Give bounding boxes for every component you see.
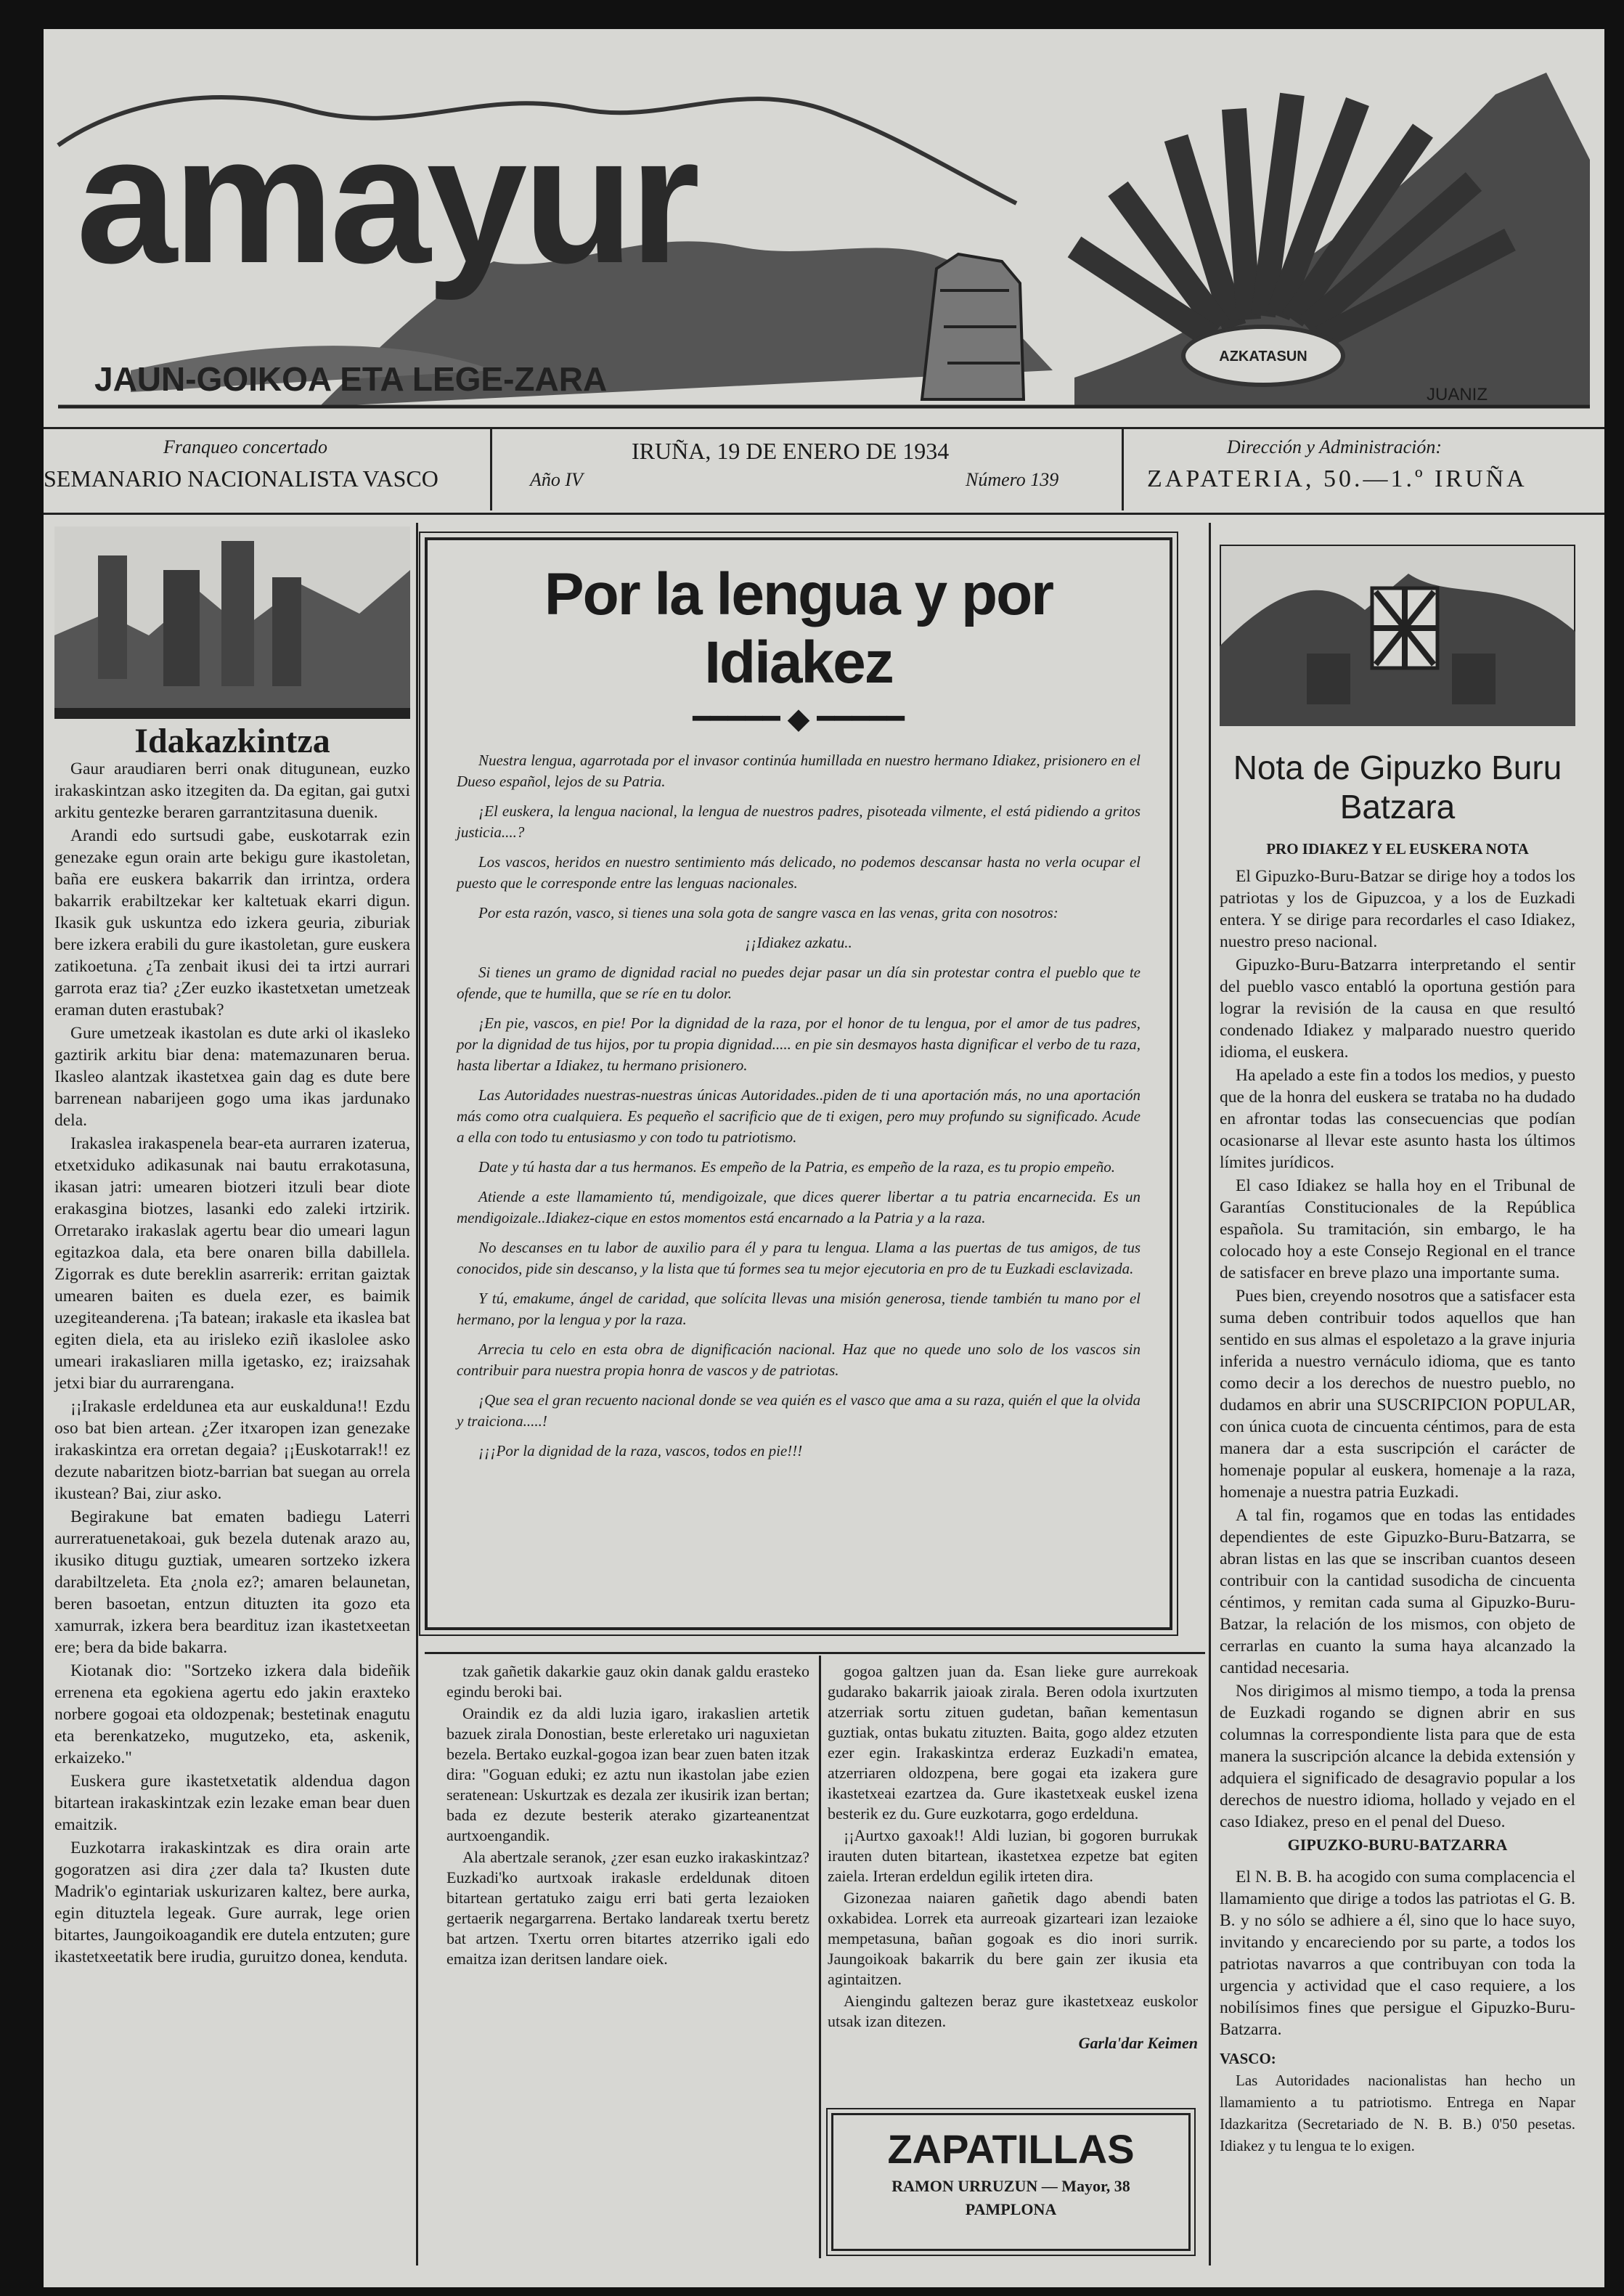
paragraph: No descanses en tu labor de auxilio para él y para tu lengua. Llama a las puertas de tus amigos, de tus conocidos, pide sin descanso, y la lista que tú formes sea tu mejor ejecutoria en pro de tu Euzkadi esclavizada. bbox=[457, 1239, 1141, 1277]
year-number: Año IV bbox=[530, 469, 583, 490]
paragraph: El Gipuzko-Buru-Batzar se dirige hoy a todos los patriotas y los de Gipuzcoa, y a los de Euzkadi entera. Y se dirige para recordarles el caso Idiakez, nuestro preso nacional. bbox=[1220, 867, 1575, 951]
paragraph: ¡¡Aurtxo gaxoak!! Aldi luzian, bi gogoren burrukak irauten duten bitartean, ikastetxea ezpetze bat egiten zaiela. Irteran erdeldun egilik irteten dira. bbox=[828, 1826, 1198, 1885]
ad-title: ZAPATILLAS bbox=[887, 2126, 1135, 2172]
paragraph: Gipuzko-Buru-Batzarra interpretando el sentir del pueblo vasco entabló la oportuna gestión para lograr la revisión de la causa en que resultó condenado Idiakez y malparado nuestro querido idioma, el euskera. bbox=[1220, 956, 1575, 1062]
ad-address: RAMON URRUZUN — Mayor, 38 bbox=[891, 2177, 1130, 2195]
left-column bbox=[54, 722, 410, 2266]
semanario-label: SEMANARIO NACIONALISTA VASCO bbox=[44, 465, 438, 492]
center-article-title: Por la lengua y por Idiakez bbox=[544, 561, 1053, 696]
signature: Garla'dar Keimen bbox=[1078, 2034, 1198, 2052]
emblem-illustration bbox=[1220, 545, 1575, 726]
column-rule bbox=[819, 1656, 821, 2258]
address: ZAPATERIA, 50.—1.º IRUÑA bbox=[1147, 465, 1527, 492]
paragraph: Ala abertzale seranok, ¿zer esan euzko irakaskintzaz? Euzkadi'ko aurtxoak irakasle erdeldunak ditoen bitartean gertatuko zaigu erri bati gerta lezaioken gertaerik negargarrena. Bertako landareak txertu beretz bat artzen. Txertu orren bitartes atzerriko igali edo emaitza izan deritsen landare oiek. bbox=[446, 1848, 809, 1968]
dateline: IRUÑA, 19 DE ENERO DE 1934 bbox=[632, 438, 950, 464]
newspaper-page bbox=[44, 29, 1604, 2287]
paragraph: Kiotanak dio: "Sortzeko izkera dala bideñik errenena eta egokiena agertu edo jakin eraxteko norbere gogoai eta oldozpenak; bestetinak enagutu eta berenkatzeko, mugutzeko, eta, askenik, erkaizeko." bbox=[54, 1661, 410, 1767]
franqueo-label: Franqueo concertado bbox=[163, 436, 328, 457]
paragraph: Irakaslea irakaspenela bear-eta aurraren izaterua, etxetxiduko adikasunak nai bautu errakotasuna, ikasan jatri: umearen biotzeri itzuli bear diote erakasgina biotzes, lasanki edo zaleki irtzirik. Orretarako irakaslak agertu bear dio umeari lagun egitazkoa dala, eta bere onaren billa dabillela. Zigorrak es dute bereklin asarrerik: erritan gaiztak umearen baiten es duela ezer, es baimik uzegiteanderena. ¡Ta batean; irakasle eta ikaslea bat egiten diela, eta au irisleko eziñ ikaslolee asko umeari irakasliaren milla igetasko, ez; iraizsahak jetxi biar du aurrarengana. bbox=[54, 1134, 410, 1393]
right-column-subtitle: PRO IDIAKEZ Y EL EUSKERA NOTA bbox=[1266, 840, 1529, 858]
paragraph: Las Autoridades nuestras-nuestras únicas Autoridades..piden de ti una aportación más, no una aportación más como otra cualquiera. Es pequeño el sacrificio que de ti exigen, pero muy profundo su significado. Acude a ella con todo tu entusiasmo y con todo tu patriotismo. bbox=[457, 1086, 1141, 1146]
brand-title: amayur bbox=[76, 98, 696, 301]
paragraph: Por esta razón, vasco, si tienes una sola gota de sangre vasca en las venas, grita con nosotros: bbox=[478, 904, 1058, 921]
paragraph: Ha apelado a este fin a todos los medios, y puesto que de la honra del euskera se trataba no ha dudado en afrontar todas las consecuencias que podían ocasionarse al llevar este asunto hasta los últimos límites jurídicos. bbox=[1220, 1066, 1575, 1172]
paragraph: ¡El euskera, la lengua nacional, la lengua de nuestros padres, pisoteada vilmente, el está pidiendo a gritos justicia....? bbox=[457, 802, 1141, 841]
paragraph: Atiende a este llamamiento tú, mendigoizale, que dices querer libertar a tu patria encarnecida. Es un mendigoizale..Idiakez-cique en estos momentos está encarnado a la Patria y a la raza. bbox=[457, 1188, 1141, 1226]
section-rule bbox=[425, 1652, 1205, 1654]
paragraph: Arrecia tu celo en esta obra de dignificación nacional. Haz que no quede uno solo de los vascos sin contribuir para nuestra propia honra de vascos y de patriotas. bbox=[457, 1340, 1141, 1379]
direccion-label: Dirección y Administración: bbox=[1227, 436, 1443, 457]
ornament-divider: ━━━━━ ◆ ━━━━━ bbox=[693, 702, 905, 735]
paragraph: Aiengindu galtezen beraz gure ikastetxeaz euskolor utsak izan ditezen. bbox=[828, 1992, 1198, 2030]
paragraph: El caso Idiakez se halla hoy en el Tribunal de Garantías Constitucionales de la República española. Su tramitación, sin embargo, le ha colocado hoy a este Consejo Regional en el trance de satisfacer en breve plazo una importante suma. bbox=[1220, 1176, 1575, 1282]
motto: JAUN-GOIKOA ETA LEGE-ZARA bbox=[94, 360, 608, 398]
paragraph: Euskera gure ikastetxetatik aldendua dagon bitartean irakaskintzak ezin lezake eman bear duen emaitzik. bbox=[54, 1772, 410, 1834]
center-article-box bbox=[425, 537, 1172, 1630]
paragraph: Gure umetzeak ikastolan es dute arki ol ikasleko gaztirik arkitu biar dena: matemazunaren berua. Ikasleo alantzak ikastetxea gain dag es dute bere barrenean nabarijeen gogo uma ikas jardunako dela. bbox=[54, 1024, 410, 1130]
infobar-divider bbox=[1122, 427, 1124, 510]
paragraph: Y tú, emakume, ángel de caridad, que solícita llevas una misión generosa, tiende también tu mano por el hermano, por la lengua y por la raza. bbox=[457, 1290, 1141, 1328]
paragraph: Oraindik ez da aldi luzia igaro, irakaslien artetik bazuek zirala Donostian, beste erleretako uri naguxietan bezela. Bertako euzkal-gogoa izan bear zuen baten itzak dira: "Goguan eduki; ez aztu nun ikastolan jabe ezien seratenean: Uskurtzak es dezala zer ikusirik izan bertan; bada ez dezute besterik aterako gizarteanentzat aurtxoengandik. bbox=[446, 1704, 809, 1844]
infobar-divider bbox=[490, 427, 492, 510]
paragraph: Euzkotarra irakaskintzak es dira orain arte gogoratzen asi dira ¿zer dala ta? Ikusten dute Madrik'o egintariak uskurizaren kaltez, bere aurka, egin dituztela legeak. Gure aurrak, lege orien bitartes, Jaungoikoagandik ere dutela entzuten; gure ikastetxeetatik bere irudia, guruitzo donea, kenduta. bbox=[54, 1839, 410, 1966]
illustrator-signature: JUANIZ bbox=[1427, 385, 1488, 404]
paragraph: Las Autoridades nacionalistas han hecho un llamamiento a tu patriotismo. Entrega en Napar Idazkaritza (Secretariado de N. B. B.) 0'50 pesetas. Idiakez y tu lengua te lo exigen. bbox=[1220, 2072, 1575, 2154]
paragraph: ¡¡¡Por la dignidad de la raza, vascos, todos en pie!!! bbox=[478, 1442, 803, 1460]
paragraph: tzak gañetik dakarkie gauz okin danak galdu erasteko egindu beroki bai. bbox=[446, 1662, 809, 1701]
town-towers-illustration bbox=[54, 526, 410, 719]
masthead bbox=[44, 29, 1604, 436]
paragraph: ¡¡Idiakez azkatu.. bbox=[745, 934, 852, 951]
signature: GIPUZKO-BURU-BATZARRA bbox=[1287, 1836, 1508, 1854]
paragraph: Los vascos, heridos en nuestro sentimiento más delicado, no podemos descansar hasta no verla ocupar el puesto que le corresponde entre las lenguas nacionales. bbox=[457, 853, 1141, 892]
ad-city: PAMPLONA bbox=[965, 2200, 1057, 2218]
sun-label: AZKATASUN bbox=[1219, 349, 1307, 365]
column-rule bbox=[1209, 523, 1211, 2266]
rising-sun-icon bbox=[770, 51, 1604, 428]
issue-number: Número 139 bbox=[966, 469, 1059, 490]
column-rule bbox=[416, 523, 418, 2266]
paragraph: Gizonezaa naiaren gañetik dago abendi baten oxkabidea. Lorrek eta aurreoak gizarteari izan lezaioke mempetasuna, bañan gogoak es dio inori surrik. Jaungoikoak bakarrik du bere gain zer ikusia eta agintaitzen. bbox=[828, 1889, 1198, 1988]
paragraph: ¡En pie, vascos, en pie! Por la dignidad de la raza, por el honor de tu lengua, por el amor de tus padres, por la dignidad de tus hijos, por tu propia dignidad..... en pie sin desmayos hasta dignificar el verbo de tu raza, hasta libertar a Idiakez, tu hermano prisionero. bbox=[457, 1014, 1141, 1074]
zapatillas-ad bbox=[831, 2113, 1191, 2251]
bottom-column-3 bbox=[828, 1661, 1198, 2104]
paragraph: El N. B. B. ha acogido con suma complacencia el llamamiento que dirige a todos las patriotas el G. B. B. y no sólo se adhiere a él, sino que lo hace suyo, invitando y encareciendo por su parte, a todos los patriotas navarros a que contribuyan con toda la urgencia y actividad que el caso requiere, a los nobilísimos fines que persigue el Gipuzko-Buru-Batzarra. bbox=[1220, 1868, 1575, 2039]
right-column bbox=[1220, 741, 1575, 2266]
paragraph: Si tienes un gramo de dignidad racial no puedes dejar pasar un día sin protestar contra el pueblo que te ofende, que te humilla, que se ríe en tu dolor. bbox=[457, 964, 1141, 1002]
paragraph: gogoa galtzen juan da. Esan lieke gure aurrekoak gudarako bakarrik jaioak zirala. Beren odola ixurtzuten atzerriak sortu zituen gudetan, bañan kementasun guztiak, ontas bukatu zituzten. Baita, gogo aldez etzuten ezer egin. Irakaskintza erderaz Euzkadi'n ematea, atzerriaren oldozpena, bere gogai eta izakera gure ikastetxeai ezartzea da. Gure ikastetxeak euskel izena besterik ez du. Gure euzkotarra, gogo erdelduna. bbox=[828, 1662, 1198, 1823]
paragraph: Nos dirigimos al mismo tiempo, a toda la prensa de Euzkadi rogando se dignen abrir en sus columnas la correspondiente lista para que de esta manera la suscripción alcance la debida extensión y adquiera el significado de desagravio popular a los derechos de nuestro idioma, hollado y vejado en el caso Idiakez, preso en el penal del Dueso. bbox=[1220, 1682, 1575, 1831]
paragraph: Arandi edo surtsudi gabe, euskotarrak ezin genezake egun orain arte bekigu gure ikastoletan, baña ere euskera bakarrik dan irrintza, ordera bakarrik erabiltzekar ker kaltetuak ekarri digun. Ikasik guk uskuntza edo izkera geuria, ziburiak bere izkera erabili du gure ikastoletan, gure euskera zatikoetuna. ¿Ta zenbait ikusi dei ta irtzi aurrari garrota eraz tia? ¿Zer euzko ikastetxetan umetzeak eraman duten erastubak? bbox=[54, 826, 410, 1019]
paragraph: A tal fin, rogamos que en todas las entidades dependientes de este Gipuzko-Buru-Batzarra, se abran listas en las que se inscriban cuantos deseen contribuir con la cantidad susodicha de cincuenta céntimos, y remitan cada suma al Gipuzko-Buru-Batzar, la relación de los mismos, con objeto de cerrarlas en cuanto la suma haya alcanzado la cantidad necesaria. bbox=[1220, 1506, 1575, 1677]
vasco-label: VASCO: bbox=[1220, 2050, 1276, 2067]
right-column-title: Nota de Gipuzko Buru Batzara bbox=[1233, 749, 1562, 826]
paragraph: Gaur araudiaren berri onak ditugunean, euzko irakaskintzan asko itzegiten da. Da egitan, gai gutxi arkitu gentezke beraren garrantzitasuna duenik. bbox=[54, 760, 410, 822]
paragraph: Date y tú hasta dar a tus hermanos. Es empeño de la Patria, es empeño de la raza, es tu propio empeño. bbox=[478, 1158, 1116, 1176]
info-bar bbox=[44, 427, 1604, 515]
paragraph: Begirakune bat ematen badiegu Laterri aurreratuenetakoai, guk bezela dutenak arazo au, ikusiko ditugu guztiak, umearen sortzeko izkera darabiltzeleta. Eta ¿nola ez?; amaren belaunetan, beren basoetan, entzun dituzten ita gozo eta xamurrak, izkera bera beardituz izan ikastetxeetan ere; bera da bide bakarra. bbox=[54, 1507, 410, 1657]
left-column-title: Idakazkintza bbox=[134, 722, 330, 760]
paragraph: Pues bien, creyendo nosotros que a satisfacer esta suma deben contribuir todos aquellos que han sentido en sus almas el espoletazo a la grave injuria inferida a nuestro vernáculo idioma, que es tanto como decir a los derechos de nuestro pueblo, no dudamos en abrir una SUSCRIPCION POPULAR, con única cuota de cincuenta céntimos, para de esta manera dar a esta suscripción el carácter de homenaje popular al euskera, homenaje a la raza, homenaje a nuestra patria Euzkadi. bbox=[1220, 1287, 1575, 1502]
paragraph: ¡Que sea el gran recuento nacional donde se vea quién es el vasco que ama a su raza, quién el que la olvida y traiciona.....! bbox=[457, 1391, 1141, 1430]
bottom-column-2 bbox=[446, 1661, 809, 2257]
paragraph: Nuestra lengua, agarrotada por el invasor continúa humillada en nuestro hermano Idiakez, prisionero en el Dueso español, lejos de su Patria. bbox=[457, 752, 1141, 790]
paragraph: ¡¡Irakasle erdeldunea eta aur euskalduna!! Ezdu oso bat bien artean. ¿Zer itxaropen izan genezake irakaskintza era orretan degaia? ¡¡Euskotarrak!! ez dezute nabaritzen biotz-barrian bat suegan au orrela ikustean? Bai, ziur asko. bbox=[54, 1397, 410, 1503]
